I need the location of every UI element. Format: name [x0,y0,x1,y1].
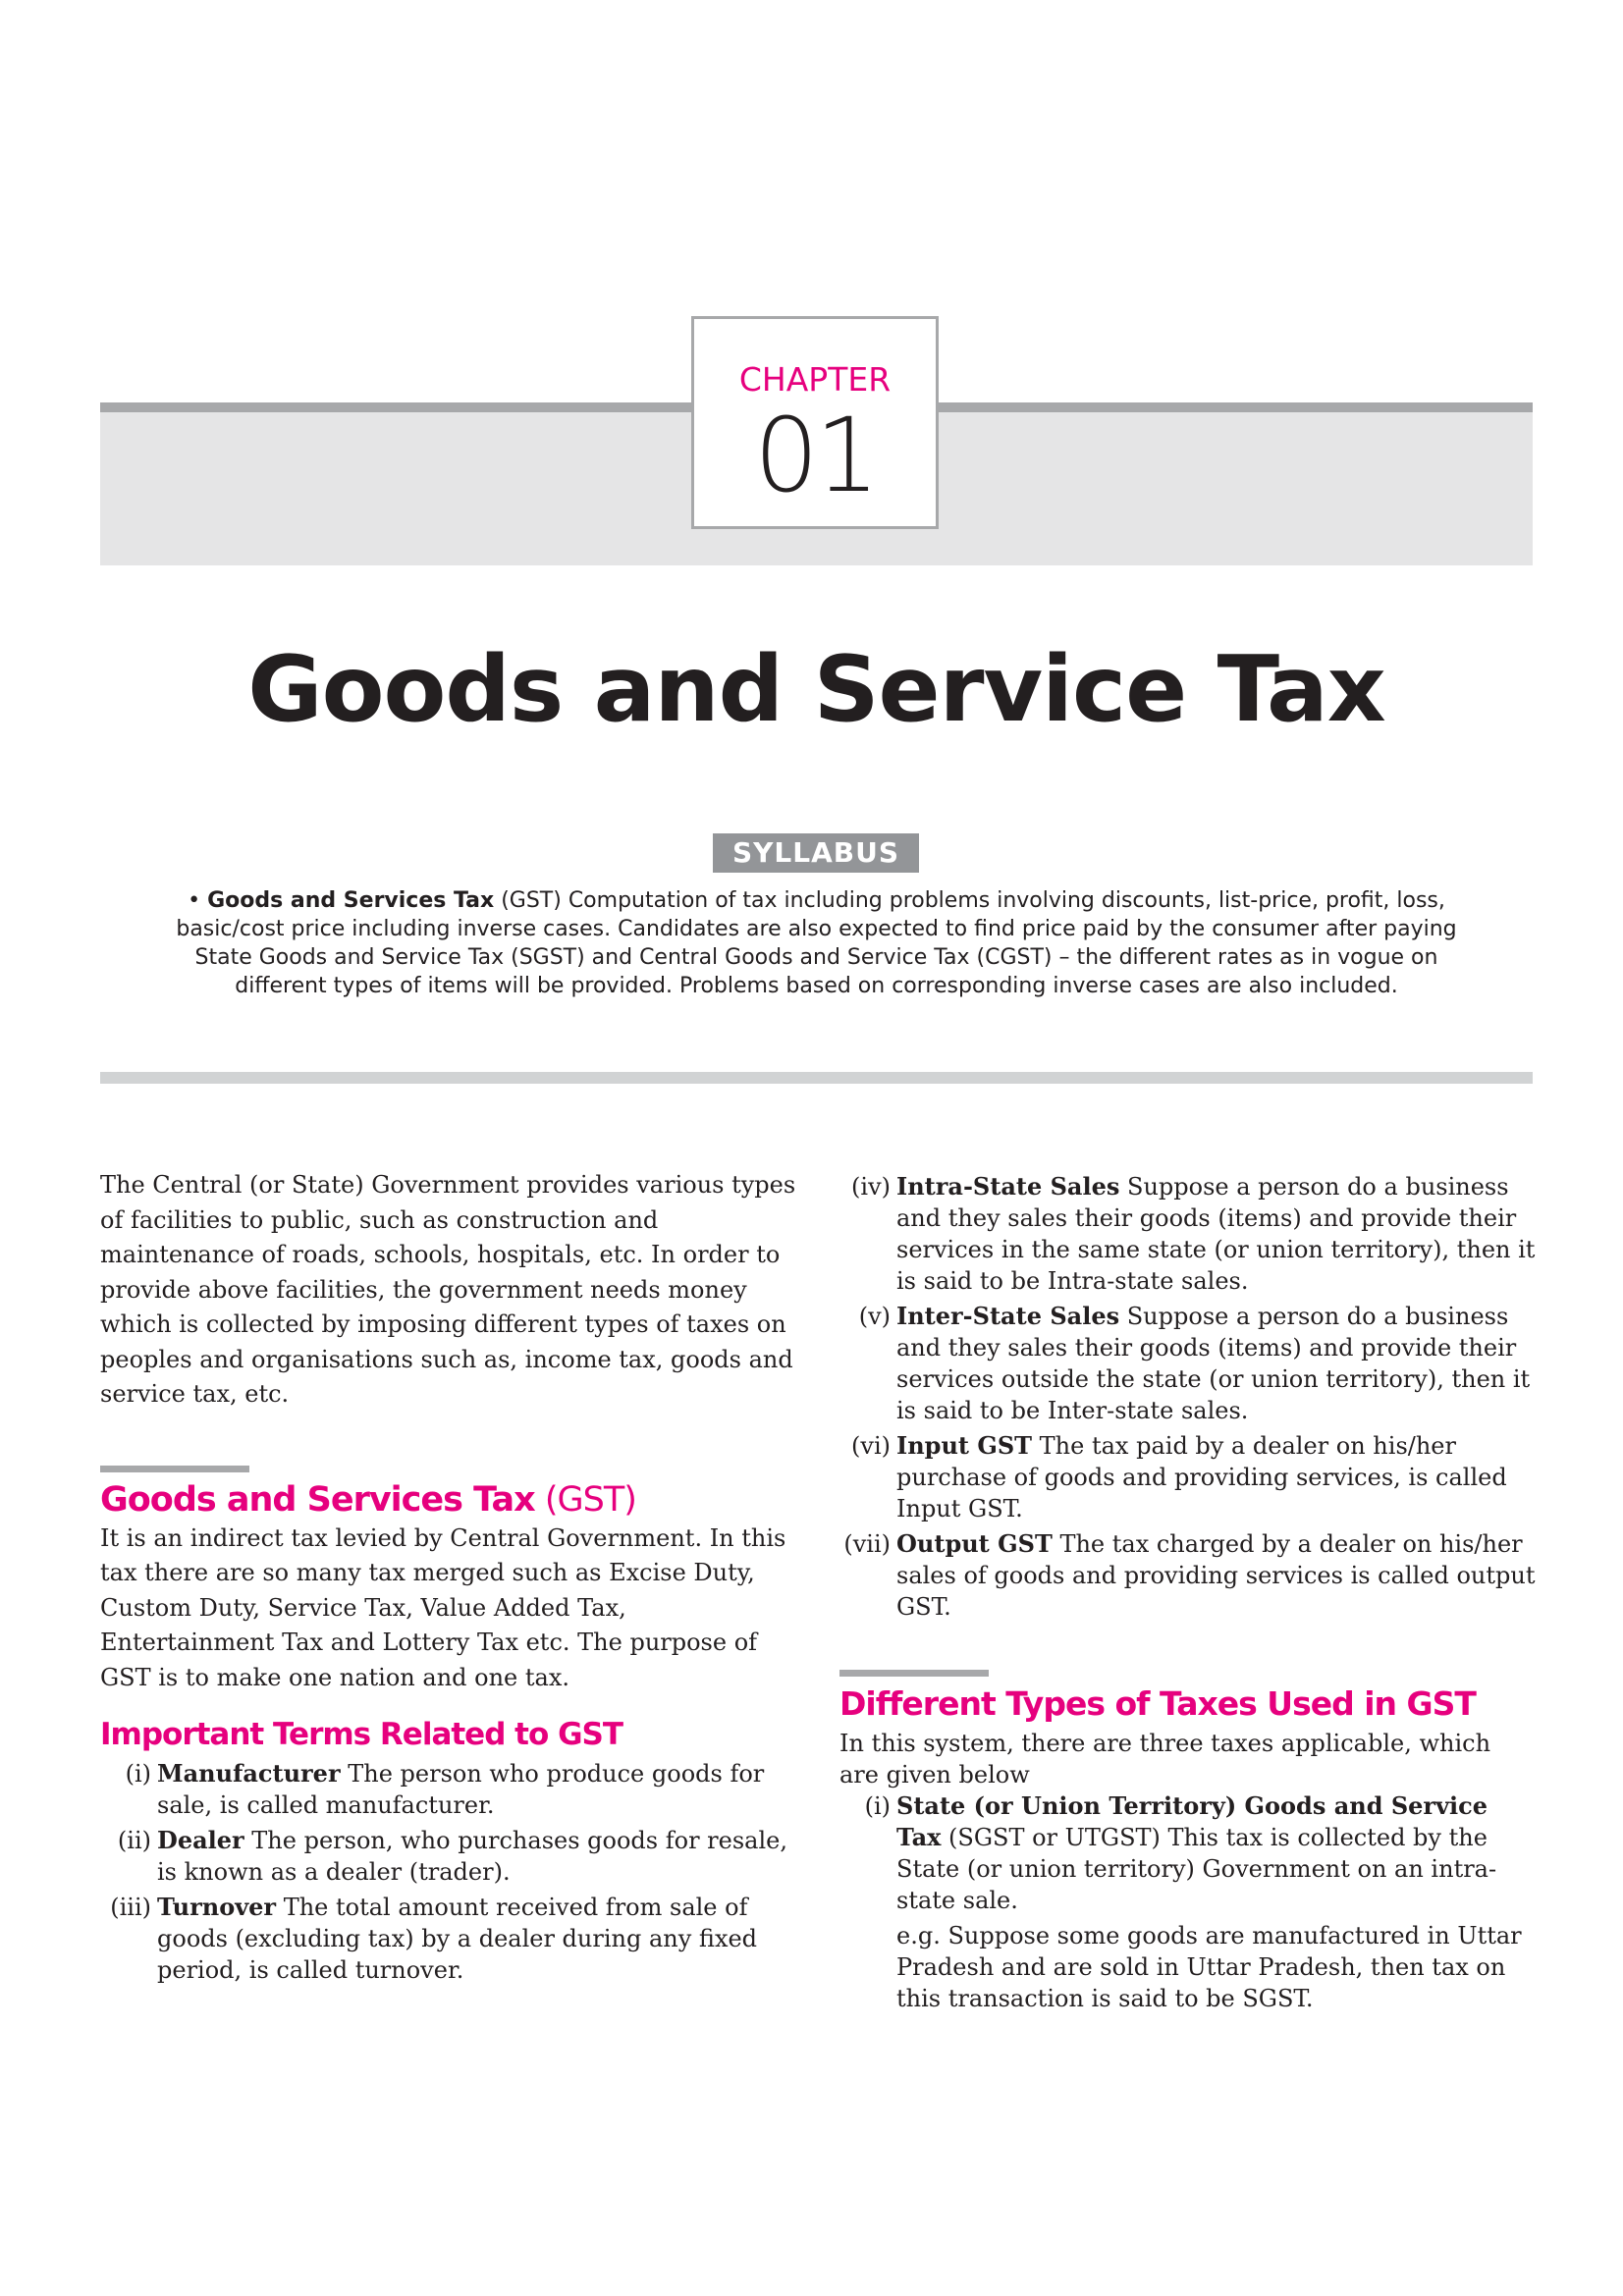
term-text: The person who produce goods for sale, is called manufacturer. [157,1760,765,1819]
heading-bar [839,1670,989,1677]
term-title: Input GST [896,1431,1033,1460]
term-title: Turnover [157,1893,277,1921]
syllabus-body: (GST) Computation of tax including problems involving discounts, list-price, profit, loss, basic/cost price including inverse cases. Candidates are also expected to find price paid by the consumer after paying State Goods and Service Tax (SGST) and Central Goods and Service Tax (CGST) – the different rates as in vogue on different types of items will be provided. Problems based on corresponding inverse cases are also included. [176,888,1457,998]
chapter-box [691,316,939,529]
term-number: (iii) [110,1894,151,1921]
term-body [157,1825,797,1888]
term-body [896,1528,1537,1623]
term-text: Suppose a person do a business and they sales their goods (items) and provide their services in the same state (or union territory), then it is said to be Intra-state sales. [896,1173,1536,1295]
term-text: The tax paid by a dealer on his/her purchase of goods and providing services, is called Input GST. [896,1432,1507,1522]
syllabus-lead: Goods and Services Tax [207,888,495,913]
term-body [896,1301,1537,1426]
term-title: Output GST [896,1529,1053,1558]
term-title: Manufacturer [157,1759,341,1788]
term-number: (i) [125,1760,151,1788]
term-body [157,1758,797,1821]
gst-heading-bold: Goods and Services Tax [100,1479,535,1520]
list-item [839,1528,1537,1623]
term-body [896,1790,1537,1916]
list-item [100,1892,797,1986]
bullet-icon: • [188,888,201,913]
term-body [896,1171,1537,1297]
gst-heading [100,1478,797,1522]
term-title: Inter-State Sales [896,1302,1120,1330]
term-title: Intra-State Sales [896,1172,1120,1201]
syllabus-badge: SYLLABUS [713,833,919,873]
section-divider [100,1072,1533,1084]
term-number: (vii) [843,1530,891,1558]
types-heading: Different Types of Taxes Used in GST [839,1684,1476,1723]
syllabus-text [147,886,1486,1000]
chapter-number: 01 [753,396,877,515]
example-paragraph: e.g. Suppose some goods are manufactured in Uttar Pradesh and are sold in Uttar Pradesh, then tax on this transaction is said to be SGST. [896,1922,1522,2012]
term-number: (ii) [117,1827,151,1854]
gst-heading-light: (GST) [534,1479,636,1520]
right-column [839,1171,1537,2014]
list-item [839,1430,1537,1524]
term-title: Dealer [157,1826,244,1854]
list-item [839,1171,1537,1297]
terms-heading: Important Terms Related to GST [100,1717,623,1752]
term-body [157,1892,797,1986]
terms-list [100,1758,797,1986]
page-title: Goods and Service Tax [247,636,1385,742]
list-item [100,1825,797,1888]
gst-paragraph: It is an indirect tax levied by Central Government. In this tax there are so many tax merged such as Excise Duty, Custom Duty, Service Tax, Value Added Tax, Entertainment Tax and Lottery Tax etc. The purpose of GST is to make one nation and one tax. [100,1523,786,1691]
term-text: Suppose a person do a business and they sales their goods (items) and provide their services outside the state (or union territory), then it is said to be Inter-state sales. [896,1303,1531,1424]
term-text: The total amount received from sale of goods (excluding tax) by a dealer during any fixed period, is called turnover. [157,1894,758,1984]
term-text: (SGST or UTGST) This tax is collected by the State (or union territory) Government on an intra-state sale. [896,1824,1497,1914]
term-text: The tax charged by a dealer on his/her sales of goods and providing services is called output GST. [896,1530,1536,1621]
chapter-label: CHAPTER [738,360,892,399]
term-number: (vi) [851,1432,891,1460]
intro-paragraph: The Central (or State) Government provides various types of facilities to public, such as construction and maintenance of roads, schools, hospitals, etc. In order to provide above facilities, the government needs money which is collected by imposing different types of taxes on peoples and organisations such as, income tax, goods and service tax, etc. [100,1171,796,1408]
heading-bar [100,1466,249,1472]
terms-list-continued [839,1171,1537,1623]
list-item [100,1758,797,1821]
term-number: (iv) [851,1173,891,1201]
list-item [839,1790,1537,1916]
types-list [839,1790,1537,1916]
left-column [100,1168,797,1990]
term-number: (i) [864,1792,891,1820]
term-text: The person, who purchases goods for resale, is known as a dealer (trader). [157,1827,787,1886]
list-item [839,1301,1537,1426]
term-body [896,1430,1537,1524]
term-number: (v) [858,1303,891,1330]
types-intro: In this system, there are three taxes applicable, which are given below [839,1730,1491,1789]
term-title: State (or Union Territory) Goods and Service Tax [896,1791,1488,1851]
